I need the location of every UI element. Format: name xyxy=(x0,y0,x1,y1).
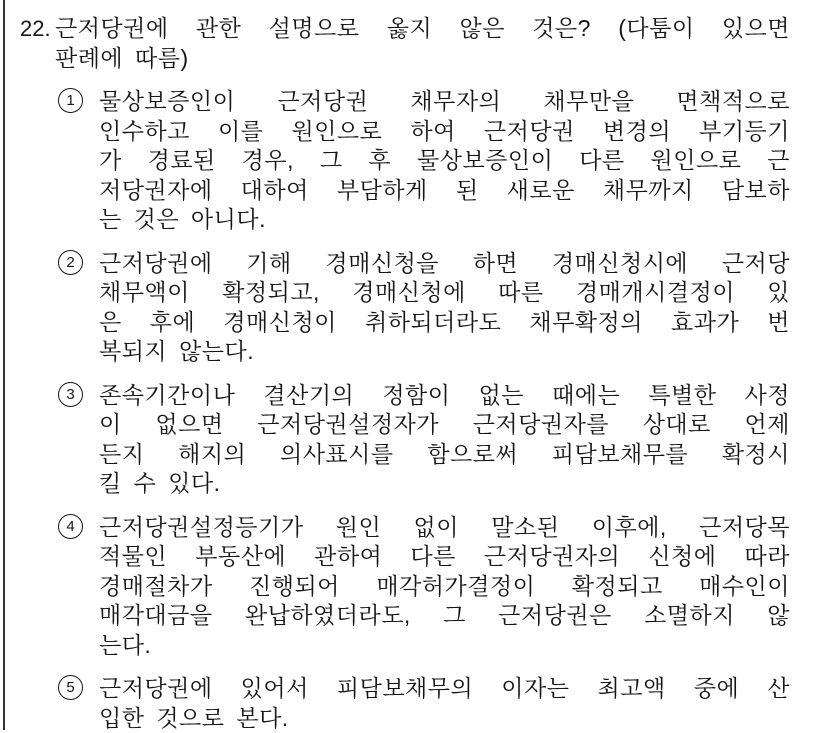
question-line: 판례에 따름) xyxy=(55,44,790,74)
option-line: 근저당권설정등기가 원인 없이 말소된 이후에, 근저당목 xyxy=(99,513,790,543)
option-2-text xyxy=(99,249,790,367)
circled-number-1-icon xyxy=(58,88,83,113)
option-line: 근저당권에 있어서 피담보채무의 이자는 최고액 중에 산 xyxy=(99,674,790,704)
question-number: 22. xyxy=(20,14,55,44)
question-line: 근저당권에 관한 설명으로 옳지 않은 것은? (다툼이 있으면 xyxy=(55,14,790,44)
circled-number-2-icon xyxy=(58,250,83,275)
option-line: 든지 해지의 의사표시를 함으로써 피담보채무를 확정시 xyxy=(99,440,790,470)
option-line: 킬 수 있다. xyxy=(99,469,790,499)
option-line: 물상보증인이 근저당권 채무자의 채무만을 면책적으로 xyxy=(99,87,790,117)
option-line: 는 것은 아니다. xyxy=(99,205,790,235)
option-marker-digit: 2 xyxy=(66,255,74,270)
option-line: 저당권자에 대하여 부담하게 된 새로운 채무까지 담보하 xyxy=(99,176,790,206)
circled-number-3-icon xyxy=(58,382,83,407)
option-line: 매각대금을 완납하였더라도, 그 근저당권은 소멸하지 않 xyxy=(99,601,790,631)
option-marker-digit: 4 xyxy=(66,519,74,534)
option-1-text xyxy=(99,87,790,235)
option-line: 근저당권에 기해 경매신청을 하면 경매신청시에 근저당 xyxy=(99,249,790,279)
circled-number-4-icon xyxy=(58,514,83,539)
option-line: 적물인 부동산에 관하여 다른 근저당권자의 신청에 따라 xyxy=(99,542,790,572)
circled-number-5-icon xyxy=(58,675,83,700)
option-line: 채무액이 확정되고, 경매신청에 따른 경매개시결정이 있 xyxy=(99,278,790,308)
option-marker-digit: 1 xyxy=(66,93,74,108)
option-line: 존속기간이나 결산기의 정함이 없는 때에는 특별한 사정 xyxy=(99,381,790,411)
option-5 xyxy=(58,674,790,733)
option-1 xyxy=(58,87,790,235)
option-5-text xyxy=(99,674,790,733)
left-border-rule xyxy=(3,0,5,730)
option-4 xyxy=(58,513,790,661)
option-3-text xyxy=(99,381,790,499)
option-line: 가 경료된 경우, 그 후 물상보증인이 다른 원인으로 근 xyxy=(99,146,790,176)
option-marker-digit: 5 xyxy=(66,680,74,695)
option-line: 이 없으면 근저당권설정자가 근저당권자를 상대로 언제 xyxy=(99,410,790,440)
option-line: 인수하고 이를 원인으로 하여 근저당권 변경의 부기등기 xyxy=(99,117,790,147)
option-line: 복되지 않는다. xyxy=(99,337,790,367)
option-line: 경매절차가 진행되어 매각허가결정이 확정되고 매수인이 xyxy=(99,572,790,602)
option-line: 는다. xyxy=(99,631,790,661)
option-2 xyxy=(58,249,790,367)
question-stem xyxy=(20,14,790,73)
option-3 xyxy=(58,381,790,499)
option-4-text xyxy=(99,513,790,661)
question-text xyxy=(55,14,790,73)
option-line: 입한 것으로 본다. xyxy=(99,704,790,733)
option-line: 은 후에 경매신청이 취하되더라도 채무확정의 효과가 번 xyxy=(99,308,790,338)
option-marker-digit: 3 xyxy=(66,387,74,402)
question-block xyxy=(20,14,790,733)
